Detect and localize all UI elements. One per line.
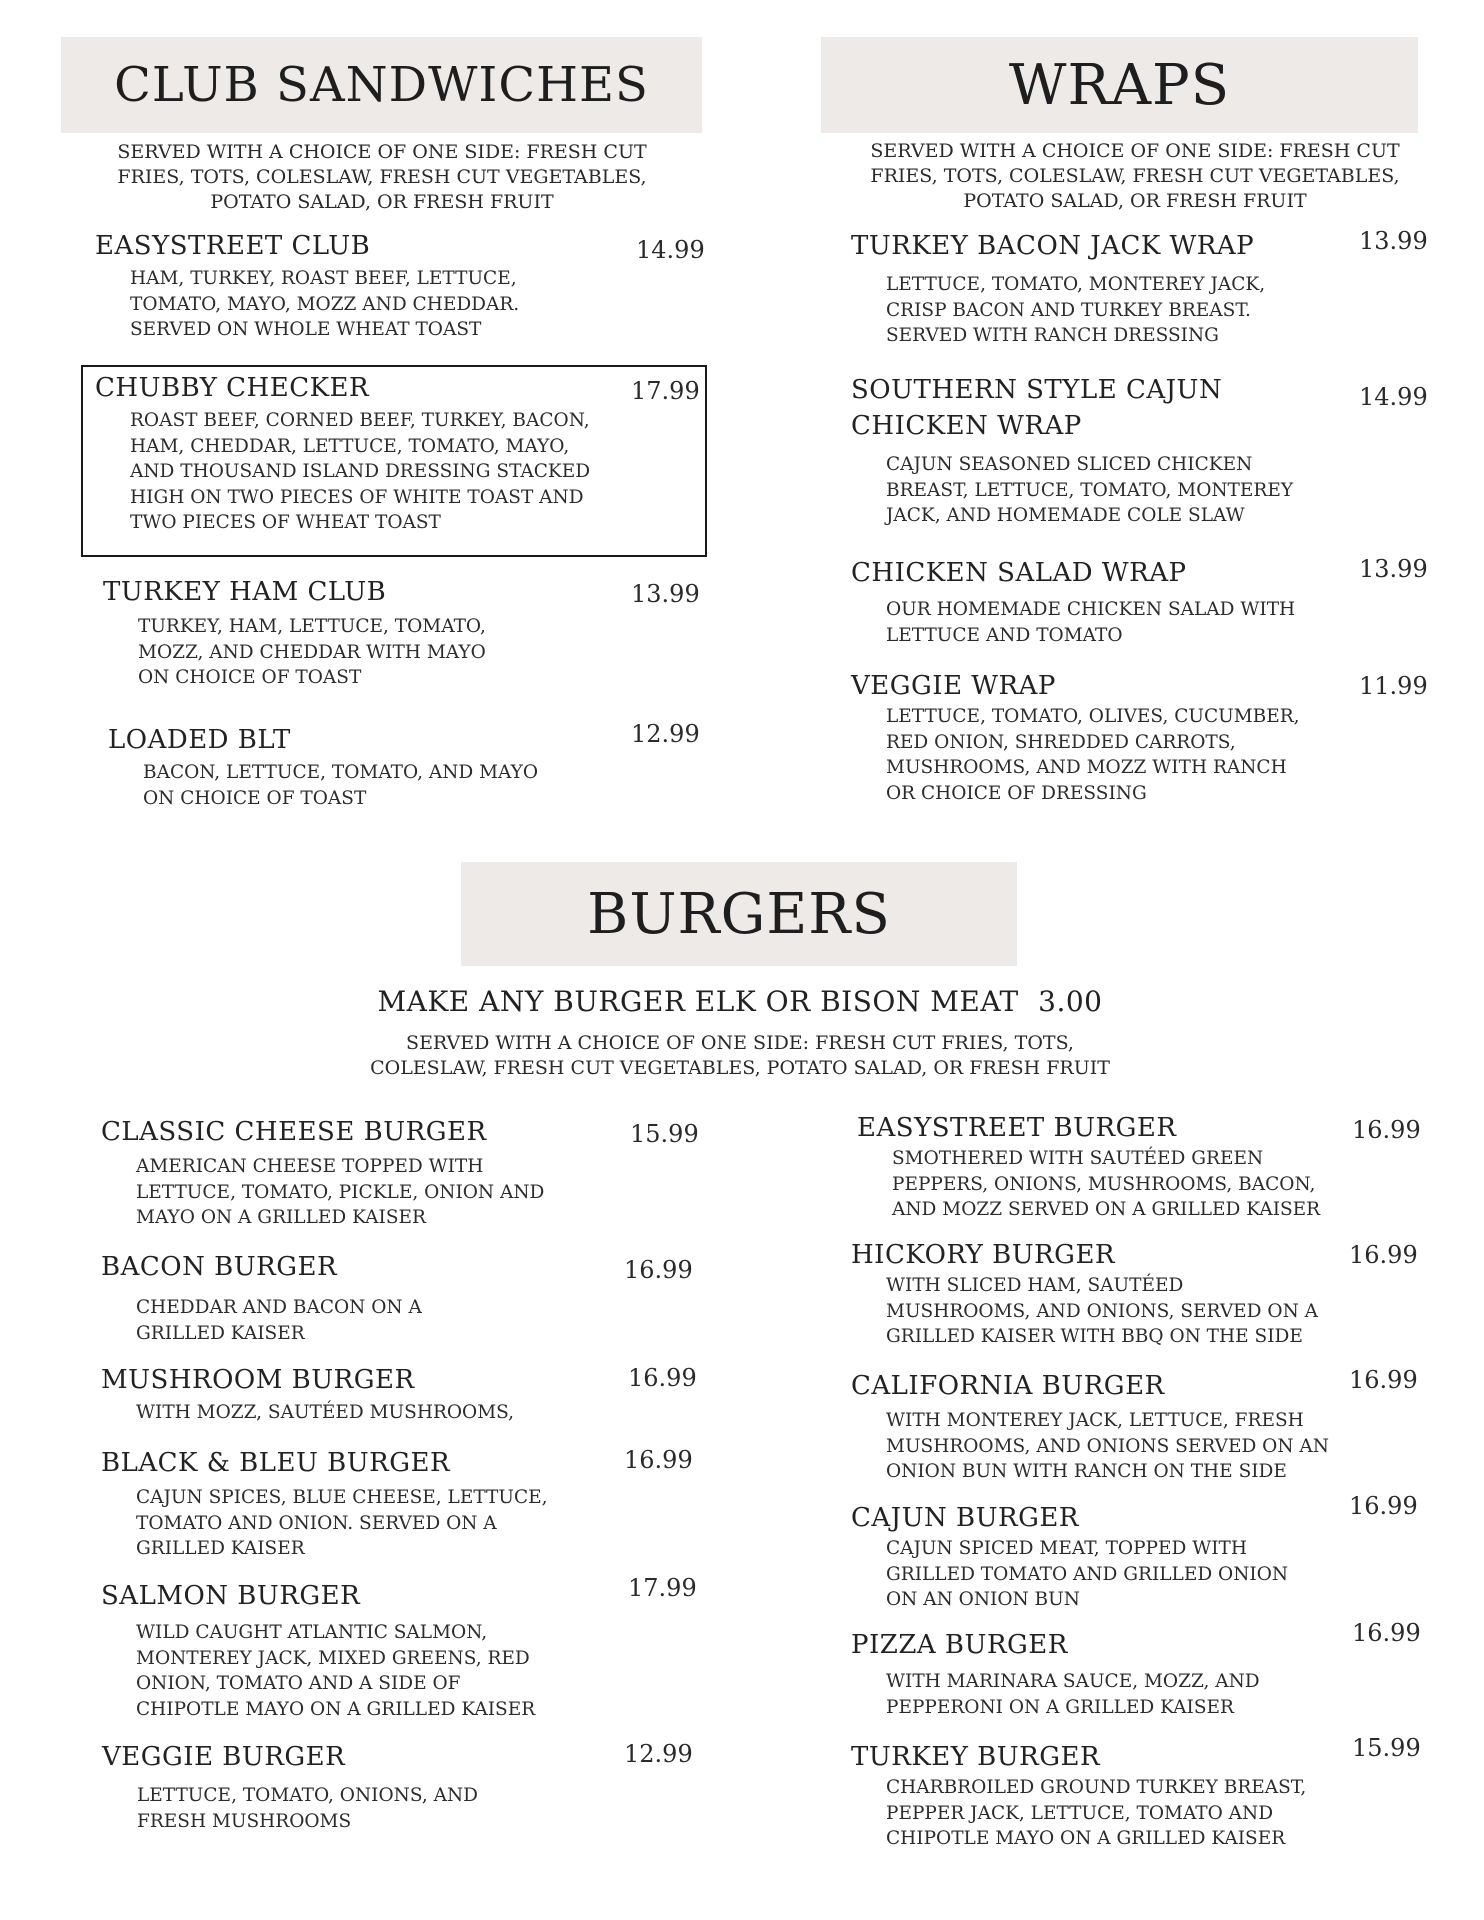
- club-sandwiches-title: CLUB SANDWICHES: [114, 57, 649, 113]
- burgers-title: BURGERS: [587, 881, 891, 947]
- item-name: MUSHROOM BURGER: [101, 1365, 415, 1395]
- item-price: 16.99: [1349, 1366, 1418, 1394]
- item-description: SMOTHERED WITH SAUTÉED GREEN PEPPERS, ONIONS, MUSHROOMS, BACON, AND MOZZ SERVED ON A GRILLED KAISER: [892, 1148, 1321, 1220]
- menu-item: [101, 1114, 621, 1231]
- item-price: 16.99: [1349, 1241, 1418, 1269]
- menu-item: [851, 1739, 1361, 1852]
- club-sandwiches-intro: SERVED WITH A CHOICE OF ONE SIDE: FRESH CUT FRIES, TOTS, COLESLAW, FRESH CUT VEGETABLES, POTATO SALAD, OR FRESH FRUIT: [117, 141, 647, 213]
- item-price: 14.99: [1359, 383, 1428, 411]
- item-price: 16.99: [1352, 1116, 1421, 1144]
- item-price: 16.99: [624, 1446, 693, 1474]
- menu-item: [851, 668, 1351, 806]
- upgrade-price: 3.00: [1038, 985, 1103, 1018]
- item-description: HAM, TURKEY, ROAST BEEF, LETTUCE, TOMATO, MAYO, MOZZ AND CHEDDAR. SERVED ON WHOLE WHEAT TOAST: [130, 268, 520, 340]
- menu-item: [851, 1368, 1361, 1485]
- item-price: 13.99: [631, 580, 700, 608]
- item-name: HICKORY BURGER: [851, 1240, 1116, 1270]
- item-price: 15.99: [1352, 1734, 1421, 1762]
- item-name: CHICKEN SALAD WRAP: [851, 558, 1187, 588]
- item-price: 17.99: [631, 377, 700, 405]
- item-description: TURKEY, HAM, LETTUCE, TOMATO, MOZZ, AND CHEDDAR WITH MAYO ON CHOICE OF TOAST: [138, 616, 486, 688]
- menu-item: [103, 574, 623, 691]
- item-description: LETTUCE, TOMATO, OLIVES, CUCUMBER, RED ONION, SHREDDED CARROTS, MUSHROOMS, AND MOZZ WITH RANCH OR CHOICE OF DRESSING: [886, 706, 1300, 804]
- item-name: SOUTHERN STYLE CAJUN CHICKEN WRAP: [851, 375, 1223, 441]
- item-name: CLASSIC CHEESE BURGER: [101, 1117, 487, 1147]
- item-description: CAJUN SPICES, BLUE CHEESE, LETTUCE, TOMATO AND ONION. SERVED ON A GRILLED KAISER: [136, 1487, 548, 1559]
- menu-item: [851, 1237, 1361, 1350]
- item-price: 15.99: [630, 1120, 699, 1148]
- menu-item: [851, 1500, 1361, 1613]
- item-name: CALIFORNIA BURGER: [851, 1371, 1165, 1401]
- wraps-intro: SERVED WITH A CHOICE OF ONE SIDE: FRESH CUT FRIES, TOTS, COLESLAW, FRESH CUT VEGETABLES, POTATO SALAD, OR FRESH FRUIT: [870, 140, 1400, 212]
- menu-item: [857, 1110, 1357, 1223]
- burgers-intro: SERVED WITH A CHOICE OF ONE SIDE: FRESH CUT FRIES, TOTS, COLESLAW, FRESH CUT VEGETABLES, POTATO SALAD, OR FRESH FRUIT: [370, 1032, 1110, 1079]
- item-description: WILD CAUGHT ATLANTIC SALMON, MONTEREY JACK, MIXED GREENS, RED ONION, TOMATO AND A SIDE OF CHIPOTLE MAYO ON A GRILLED KAISER: [136, 1622, 536, 1720]
- item-description: CHARBROILED GROUND TURKEY BREAST, PEPPER JACK, LETTUCE, TOMATO AND CHIPOTLE MAYO ON A GRILLED KAISER: [886, 1777, 1307, 1849]
- item-name: BLACK & BLEU BURGER: [101, 1448, 451, 1478]
- item-description: WITH MONTEREY JACK, LETTUCE, FRESH MUSHROOMS, AND ONIONS SERVED ON AN ONION BUN WITH RANCH ON THE SIDE: [886, 1410, 1329, 1482]
- item-name: VEGGIE BURGER: [102, 1742, 346, 1772]
- item-description: WITH MARINARA SAUCE, MOZZ, AND PEPPERONI ON A GRILLED KAISER: [886, 1671, 1260, 1718]
- item-name: SALMON BURGER: [101, 1581, 361, 1611]
- item-name: VEGGIE WRAP: [851, 671, 1056, 701]
- item-price: 12.99: [631, 720, 700, 748]
- menu-item: [108, 722, 628, 811]
- item-name: TURKEY BACON JACK WRAP: [851, 231, 1255, 261]
- item-price: 16.99: [624, 1256, 693, 1284]
- item-description: CAJUN SPICED MEAT, TOPPED WITH GRILLED TOMATO AND GRILLED ONION ON AN ONION BUN: [886, 1538, 1289, 1610]
- wraps-title: WRAPS: [1008, 52, 1231, 118]
- item-price: 13.99: [1359, 555, 1428, 583]
- item-name: TURKEY HAM CLUB: [103, 577, 387, 607]
- item-description: CAJUN SEASONED SLICED CHICKEN BREAST, LETTUCE, TOMATO, MONTEREY JACK, AND HOMEMADE COLE SLAW: [886, 454, 1294, 526]
- menu-item: [101, 1249, 621, 1346]
- item-price: 11.99: [1359, 672, 1428, 700]
- item-name: BACON BURGER: [101, 1252, 338, 1282]
- item-description: ROAST BEEF, CORNED BEEF, TURKEY, BACON, HAM, CHEDDAR, LETTUCE, TOMATO, MAYO, AND THOUSAND ISLAND DRESSING STACKED HIGH ON TWO PIECES OF WHITE TOAST AND TWO PIECES OF WHEAT TOAST: [130, 410, 591, 533]
- item-price: 16.99: [628, 1364, 697, 1392]
- upgrade-text: MAKE ANY BURGER ELK OR BISON MEAT: [377, 985, 1019, 1018]
- item-price: 13.99: [1359, 227, 1428, 255]
- menu-item: [95, 228, 615, 343]
- item-name: CAJUN BURGER: [851, 1503, 1079, 1533]
- menu-item: [101, 1578, 621, 1722]
- item-description: LETTUCE, TOMATO, MONTEREY JACK, CRISP BACON AND TURKEY BREAST. SERVED WITH RANCH DRESSING: [886, 274, 1266, 346]
- menu-item: [851, 228, 1351, 349]
- item-description: AMERICAN CHEESE TOPPED WITH LETTUCE, TOMATO, PICKLE, ONION AND MAYO ON A GRILLED KAISER: [136, 1156, 545, 1228]
- menu-item: [95, 370, 655, 536]
- burger-upgrade-note: [340, 985, 1140, 1018]
- item-price: 16.99: [1349, 1492, 1418, 1520]
- item-price: 16.99: [1352, 1619, 1421, 1647]
- item-name: TURKEY BURGER: [851, 1742, 1101, 1772]
- item-description: WITH MOZZ, SAUTÉED MUSHROOMS,: [136, 1402, 515, 1423]
- item-name: EASYSTREET BURGER: [857, 1113, 1177, 1143]
- wraps-banner: [821, 37, 1418, 133]
- menu-item: [851, 1627, 1361, 1720]
- club-sandwiches-banner: [61, 37, 702, 133]
- item-name: LOADED BLT: [108, 725, 291, 755]
- menu-item: [101, 1362, 621, 1426]
- item-description: LETTUCE, TOMATO, ONIONS, AND FRESH MUSHROOMS: [137, 1785, 478, 1832]
- item-name: PIZZA BURGER: [851, 1630, 1068, 1660]
- item-description: WITH SLICED HAM, SAUTÉED MUSHROOMS, AND ONIONS, SERVED ON A GRILLED KAISER WITH BBQ ON THE SIDE: [886, 1275, 1318, 1347]
- item-description: CHEDDAR AND BACON ON A GRILLED KAISER: [136, 1297, 422, 1344]
- menu-item: [851, 555, 1351, 648]
- item-price: 14.99: [636, 236, 705, 264]
- menu-item: [101, 1445, 621, 1562]
- item-description: BACON, LETTUCE, TOMATO, AND MAYO ON CHOICE OF TOAST: [143, 762, 539, 809]
- burgers-banner: [461, 862, 1017, 966]
- item-description: OUR HOMEMADE CHICKEN SALAD WITH LETTUCE AND TOMATO: [886, 599, 1296, 646]
- item-price: 12.99: [624, 1740, 693, 1768]
- item-price: 17.99: [628, 1574, 697, 1602]
- menu-item: [102, 1739, 622, 1834]
- item-name: EASYSTREET CLUB: [95, 231, 371, 261]
- item-name: CHUBBY CHECKER: [95, 373, 370, 403]
- menu-item: [851, 372, 1351, 529]
